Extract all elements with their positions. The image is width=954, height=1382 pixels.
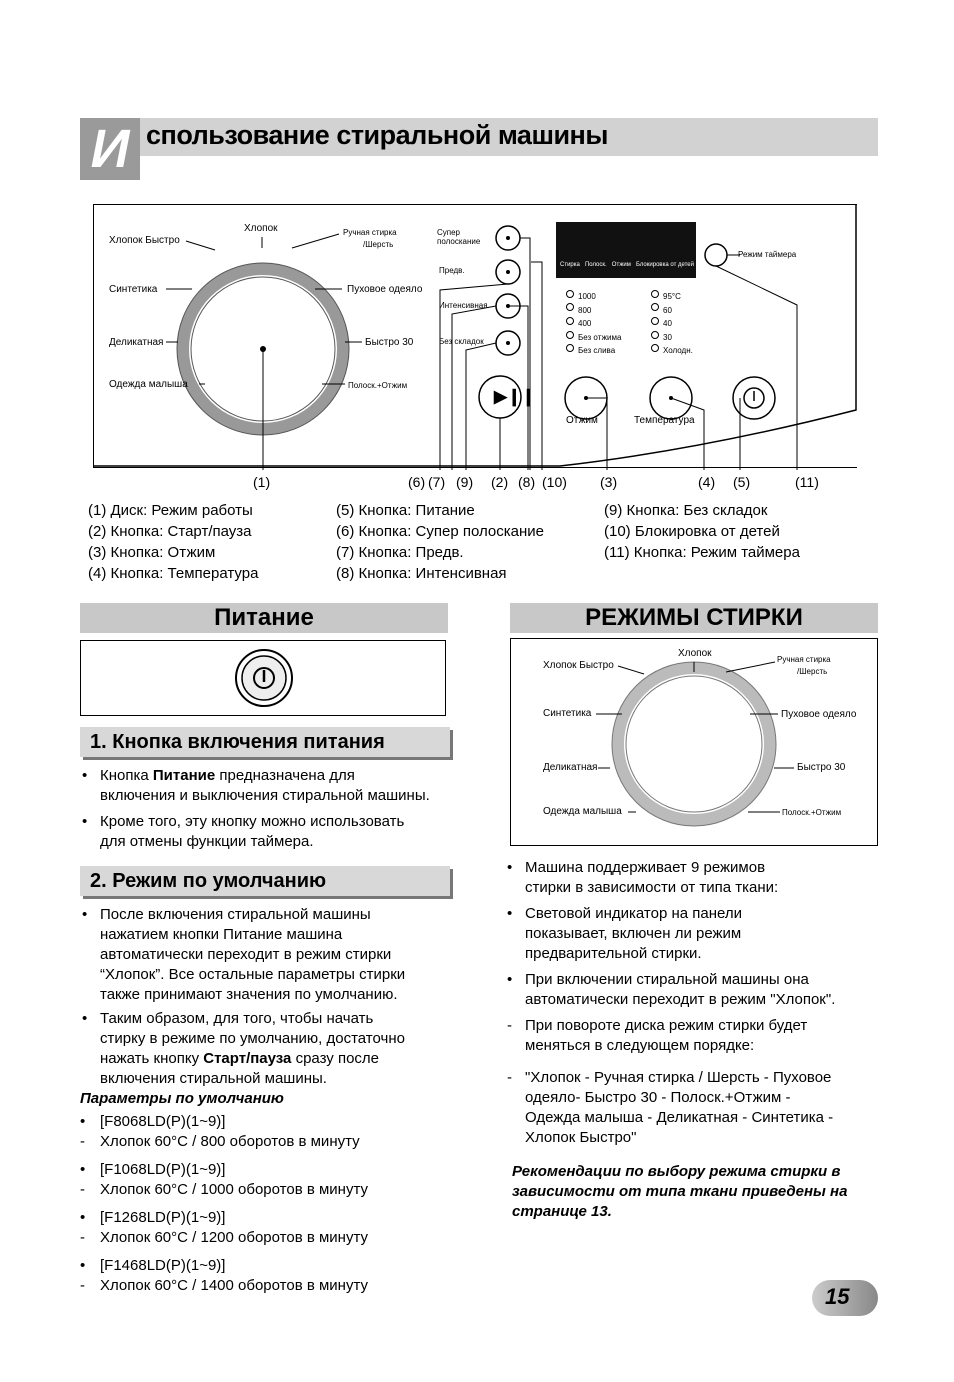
text-bold: Старт/пауза: [203, 1050, 292, 1067]
option-label-bez-skladok: Без складок: [439, 337, 484, 346]
model-item: • [F1468LD(P)(1~9)] - Хлопок 60°C / 1400 оборотов в минуту: [80, 1257, 368, 1294]
callout-9: (9): [456, 474, 474, 490]
params-title: Параметры по умолчанию: [80, 1090, 284, 1107]
bullet-item: • Машина поддерживает 9 режимов стирки в зависимости от типа ткани:: [507, 859, 779, 896]
text: При включении стиральной машины она: [525, 971, 809, 988]
temp-button-label: Температура: [634, 415, 695, 426]
model-list: [80, 1112, 480, 1296]
bullet-item: • Кроме того, эту кнопку можно использовать для отмены функции таймера.: [82, 813, 405, 850]
text: Машина поддерживает 9 режимов: [525, 859, 766, 876]
spin-options: [578, 290, 621, 358]
option-label-super: Супер полоскание: [437, 228, 481, 246]
page-title: спользование стиральной машины: [146, 120, 608, 150]
bullet-item: • При включении стиральной машины она автоматически переходит в режим "Хлопок".: [507, 971, 836, 1008]
legend-item: (9) Кнопка: Без складок: [604, 502, 768, 519]
sub-title-default-mode: 2. Режим по умолчанию: [80, 866, 450, 896]
text: меняться в следующем порядке:: [525, 1037, 755, 1054]
text: нажатием кнопки Питание машина: [100, 926, 343, 943]
text: “Хлопок”. Все остальные параметры стирки: [100, 966, 406, 983]
dial-label-sintetika: Синтетика: [109, 284, 158, 295]
callout-8: (8): [518, 474, 536, 490]
text: Хлопок Быстро": [525, 1129, 637, 1146]
start-pause-icon: ▶❙❙: [494, 387, 536, 406]
temp-option: 40: [663, 319, 672, 328]
model-name: [F1268LD(P)(1~9)]: [100, 1209, 226, 1226]
bullet-item: • После включения стиральной машины нажатием кнопки Питание машина автоматически переходит в режим стирки “Хлопок”. Все остальные параметры стирки также принимают значения по умолчанию.: [82, 906, 406, 1003]
modes-label-khlopok: Хлопок: [678, 648, 712, 659]
dial-label-khlopok: Хлопок: [244, 223, 278, 234]
bullet-item: - При повороте диска режим стирки будет меняться в следующем порядке:: [507, 1017, 808, 1054]
bullet-item: • Световой индикатор на панели показывает, включен ли режим предварительной стирки.: [507, 905, 742, 962]
legend-item: (5) Кнопка: Питание: [336, 502, 475, 519]
legend-item: (6) Кнопка: Супер полоскание: [336, 523, 545, 540]
text: После включения стиральной машины: [100, 906, 371, 923]
callout-6: (6): [408, 474, 426, 490]
modes-label-poloskanie: Полоск.+Отжим: [782, 808, 842, 817]
option-label-pred: Предв.: [439, 266, 465, 275]
text: предназначена для: [215, 767, 355, 784]
legend-item: (1) Диск: Режим работы: [88, 502, 253, 519]
display-icon-wash: Стирка: [560, 262, 580, 268]
power-bullets: [80, 766, 470, 856]
temp-option: 95°C: [663, 292, 681, 301]
spin-option: Без отжима: [578, 332, 622, 342]
dial-label-pukhovoe: Пуховое одеяло: [347, 284, 423, 295]
modes-label-bystro30: Быстро 30: [797, 762, 846, 773]
dial-label-bystro30: Быстро 30: [365, 337, 414, 348]
display-icon-spin: Отжим: [611, 262, 631, 268]
text: "Хлопок - Ручная стирка / Шерсть - Пуховое: [525, 1069, 832, 1086]
modes-label-sherst: /Шерсть: [797, 667, 828, 676]
model-value: Хлопок 60°C / 800 оборотов в минуту: [100, 1133, 360, 1150]
callout-2: (2): [491, 474, 509, 490]
model-value: Хлопок 60°C / 1200 оборотов в минуту: [100, 1229, 368, 1246]
text: автоматически переходит в режим стирки: [100, 946, 392, 963]
model-name: [F8068LD(P)(1~9)]: [100, 1113, 226, 1130]
dial-label-khlopok-bystro: Хлопок Быстро: [109, 235, 180, 246]
spin-option: Без слива: [578, 346, 616, 355]
text: Кнопка: [100, 767, 153, 784]
text: сразу после: [291, 1050, 380, 1067]
text: включения и выключения стиральной машины.: [100, 787, 430, 804]
callout-7: (7): [428, 474, 446, 490]
modes-label-odezhda: Одежда малыша: [543, 806, 622, 817]
text-bold: Питание: [152, 767, 216, 784]
legend-item: (4) Кнопка: Температура: [88, 565, 259, 582]
default-mode-bullets: [80, 905, 470, 1093]
modes-bullets: [505, 858, 885, 1152]
header-initial: И: [80, 118, 140, 180]
display-icon-rinse: Полоск.: [584, 262, 607, 268]
display-icons: [560, 262, 694, 268]
callout-1: (1): [253, 474, 271, 490]
text: одеяло- Быстро 30 - Полоск.+Отжим -: [525, 1089, 791, 1106]
dial-label-odezhda: Одежда малыша: [109, 379, 188, 390]
legend-item: (11) Кнопка: Режим таймера: [604, 544, 800, 561]
dial-label-delikatnaya: Деликатная: [109, 337, 164, 348]
timer-label: Режим таймера: [738, 250, 797, 259]
legend-item: (3) Кнопка: Отжим: [88, 544, 216, 561]
text: стирки в зависимости от типа ткани:: [525, 879, 779, 896]
text: для отмены функции таймера.: [100, 833, 314, 850]
modes-label-pukhovoe: Пуховое одеяло: [781, 709, 857, 720]
bullet-item: • Кнопка Питание предназначена для включения и выключения стиральной машины.: [82, 767, 430, 804]
model-item: • [F8068LD(P)(1~9)] - Хлопок 60°C / 800 оборотов в минуту: [80, 1113, 360, 1150]
model-name: [F1068LD(P)(1~9)]: [100, 1161, 226, 1178]
text: зависимости от типа ткани приведены на: [512, 1183, 848, 1200]
display-icon-lock: Блокировка от детей: [635, 262, 694, 268]
text: нажать кнопку: [100, 1050, 204, 1067]
legend-col-3: [604, 500, 800, 563]
option-label-intensiv: Интенсивная: [439, 301, 488, 310]
modes-label-khlopok-bystro: Хлопок Быстро: [543, 660, 614, 671]
spin-option: 1000: [578, 292, 596, 301]
legend-item: (7) Кнопка: Предв.: [336, 544, 464, 561]
spin-button-label: Отжим: [566, 415, 598, 426]
dial-label-sherst: /Шерсть: [363, 240, 394, 249]
modes-label-delikatnaya: Деликатная: [543, 762, 598, 773]
callout-11: (11): [795, 474, 819, 490]
callout-3: (3): [600, 474, 618, 490]
modes-label-sintetika: Синтетика: [543, 708, 592, 719]
model-item: • [F1068LD(P)(1~9)] - Хлопок 60°C / 1000 оборотов в минуту: [80, 1161, 368, 1198]
temp-option: 30: [663, 332, 672, 342]
model-value: Хлопок 60°C / 1000 оборотов в минуту: [100, 1181, 368, 1198]
text: Одежда малыша - Деликатная - Синтетика -: [525, 1109, 834, 1126]
temp-option: 60: [663, 305, 672, 315]
text: странице 13.: [512, 1203, 612, 1220]
spin-option: 400: [578, 319, 592, 328]
panel-lines: [0, 0, 954, 500]
power-button-box: [80, 640, 446, 716]
text: При повороте диска режим стирки будет: [525, 1017, 808, 1034]
bullet-item: - "Хлопок - Ручная стирка / Шерсть - Пуховое одеяло- Быстро 30 - Полоск.+Отжим - Одежда малыша - Деликатная - Синтетика - Хлопок Быстро": [507, 1069, 834, 1146]
text: включения стиральной машины.: [100, 1070, 327, 1087]
text: также принимают значения по умолчанию.: [100, 986, 398, 1003]
text: Таким образом, для того, чтобы начать: [100, 1010, 374, 1027]
power-section-title: Питание: [80, 603, 448, 633]
text: стирку в режиме по умолчанию, достаточно: [100, 1030, 405, 1047]
text: Кроме того, эту кнопку можно использовать: [100, 813, 405, 830]
model-item: • [F1268LD(P)(1~9)] - Хлопок 60°C / 1200 оборотов в минуту: [80, 1209, 368, 1246]
modes-section-title: РЕЖИМЫ СТИРКИ: [510, 603, 878, 633]
callout-4: (4): [698, 474, 716, 490]
spin-option: 800: [578, 305, 592, 315]
legend-item: (2) Кнопка: Старт/пауза: [88, 523, 252, 540]
dial-label-ruchnaya: Ручная стирка: [343, 228, 397, 237]
callout-5: (5): [733, 474, 751, 490]
legend-col-2: [336, 500, 544, 584]
sub-title-power-button: 1. Кнопка включения питания: [80, 727, 450, 757]
model-name: [F1468LD(P)(1~9)]: [100, 1257, 226, 1274]
text: автоматически переходит в режим "Хлопок".: [525, 991, 836, 1008]
text: показывает, включен ли режим: [525, 925, 742, 942]
legend-item: (8) Кнопка: Интенсивная: [336, 565, 507, 582]
model-value: Хлопок 60°C / 1400 оборотов в минуту: [100, 1277, 368, 1294]
temp-options: [663, 290, 693, 358]
text: Рекомендации по выбору режима стирки в: [512, 1163, 841, 1180]
callout-10: (10): [542, 474, 567, 490]
temp-option: Холодн.: [663, 346, 693, 355]
recommendation-note: [512, 1162, 892, 1222]
page-number: 15: [825, 1284, 850, 1309]
dial-label-poloskanie: Полоск.+Отжим: [348, 381, 408, 390]
power-icon: [232, 646, 296, 710]
text: предварительной стирки.: [525, 945, 702, 962]
modes-label-ruchnaya: Ручная стирка: [777, 655, 831, 664]
text: Световой индикатор на панели: [525, 905, 742, 922]
bullet-item: • Таким образом, для того, чтобы начать стирку в режиме по умолчанию, достаточно нажать кнопку Старт/пауза сразу после включения стиральной машины.: [82, 1010, 405, 1087]
legend-item: (10) Блокировка от детей: [604, 523, 780, 540]
legend-col-1: [88, 500, 258, 584]
